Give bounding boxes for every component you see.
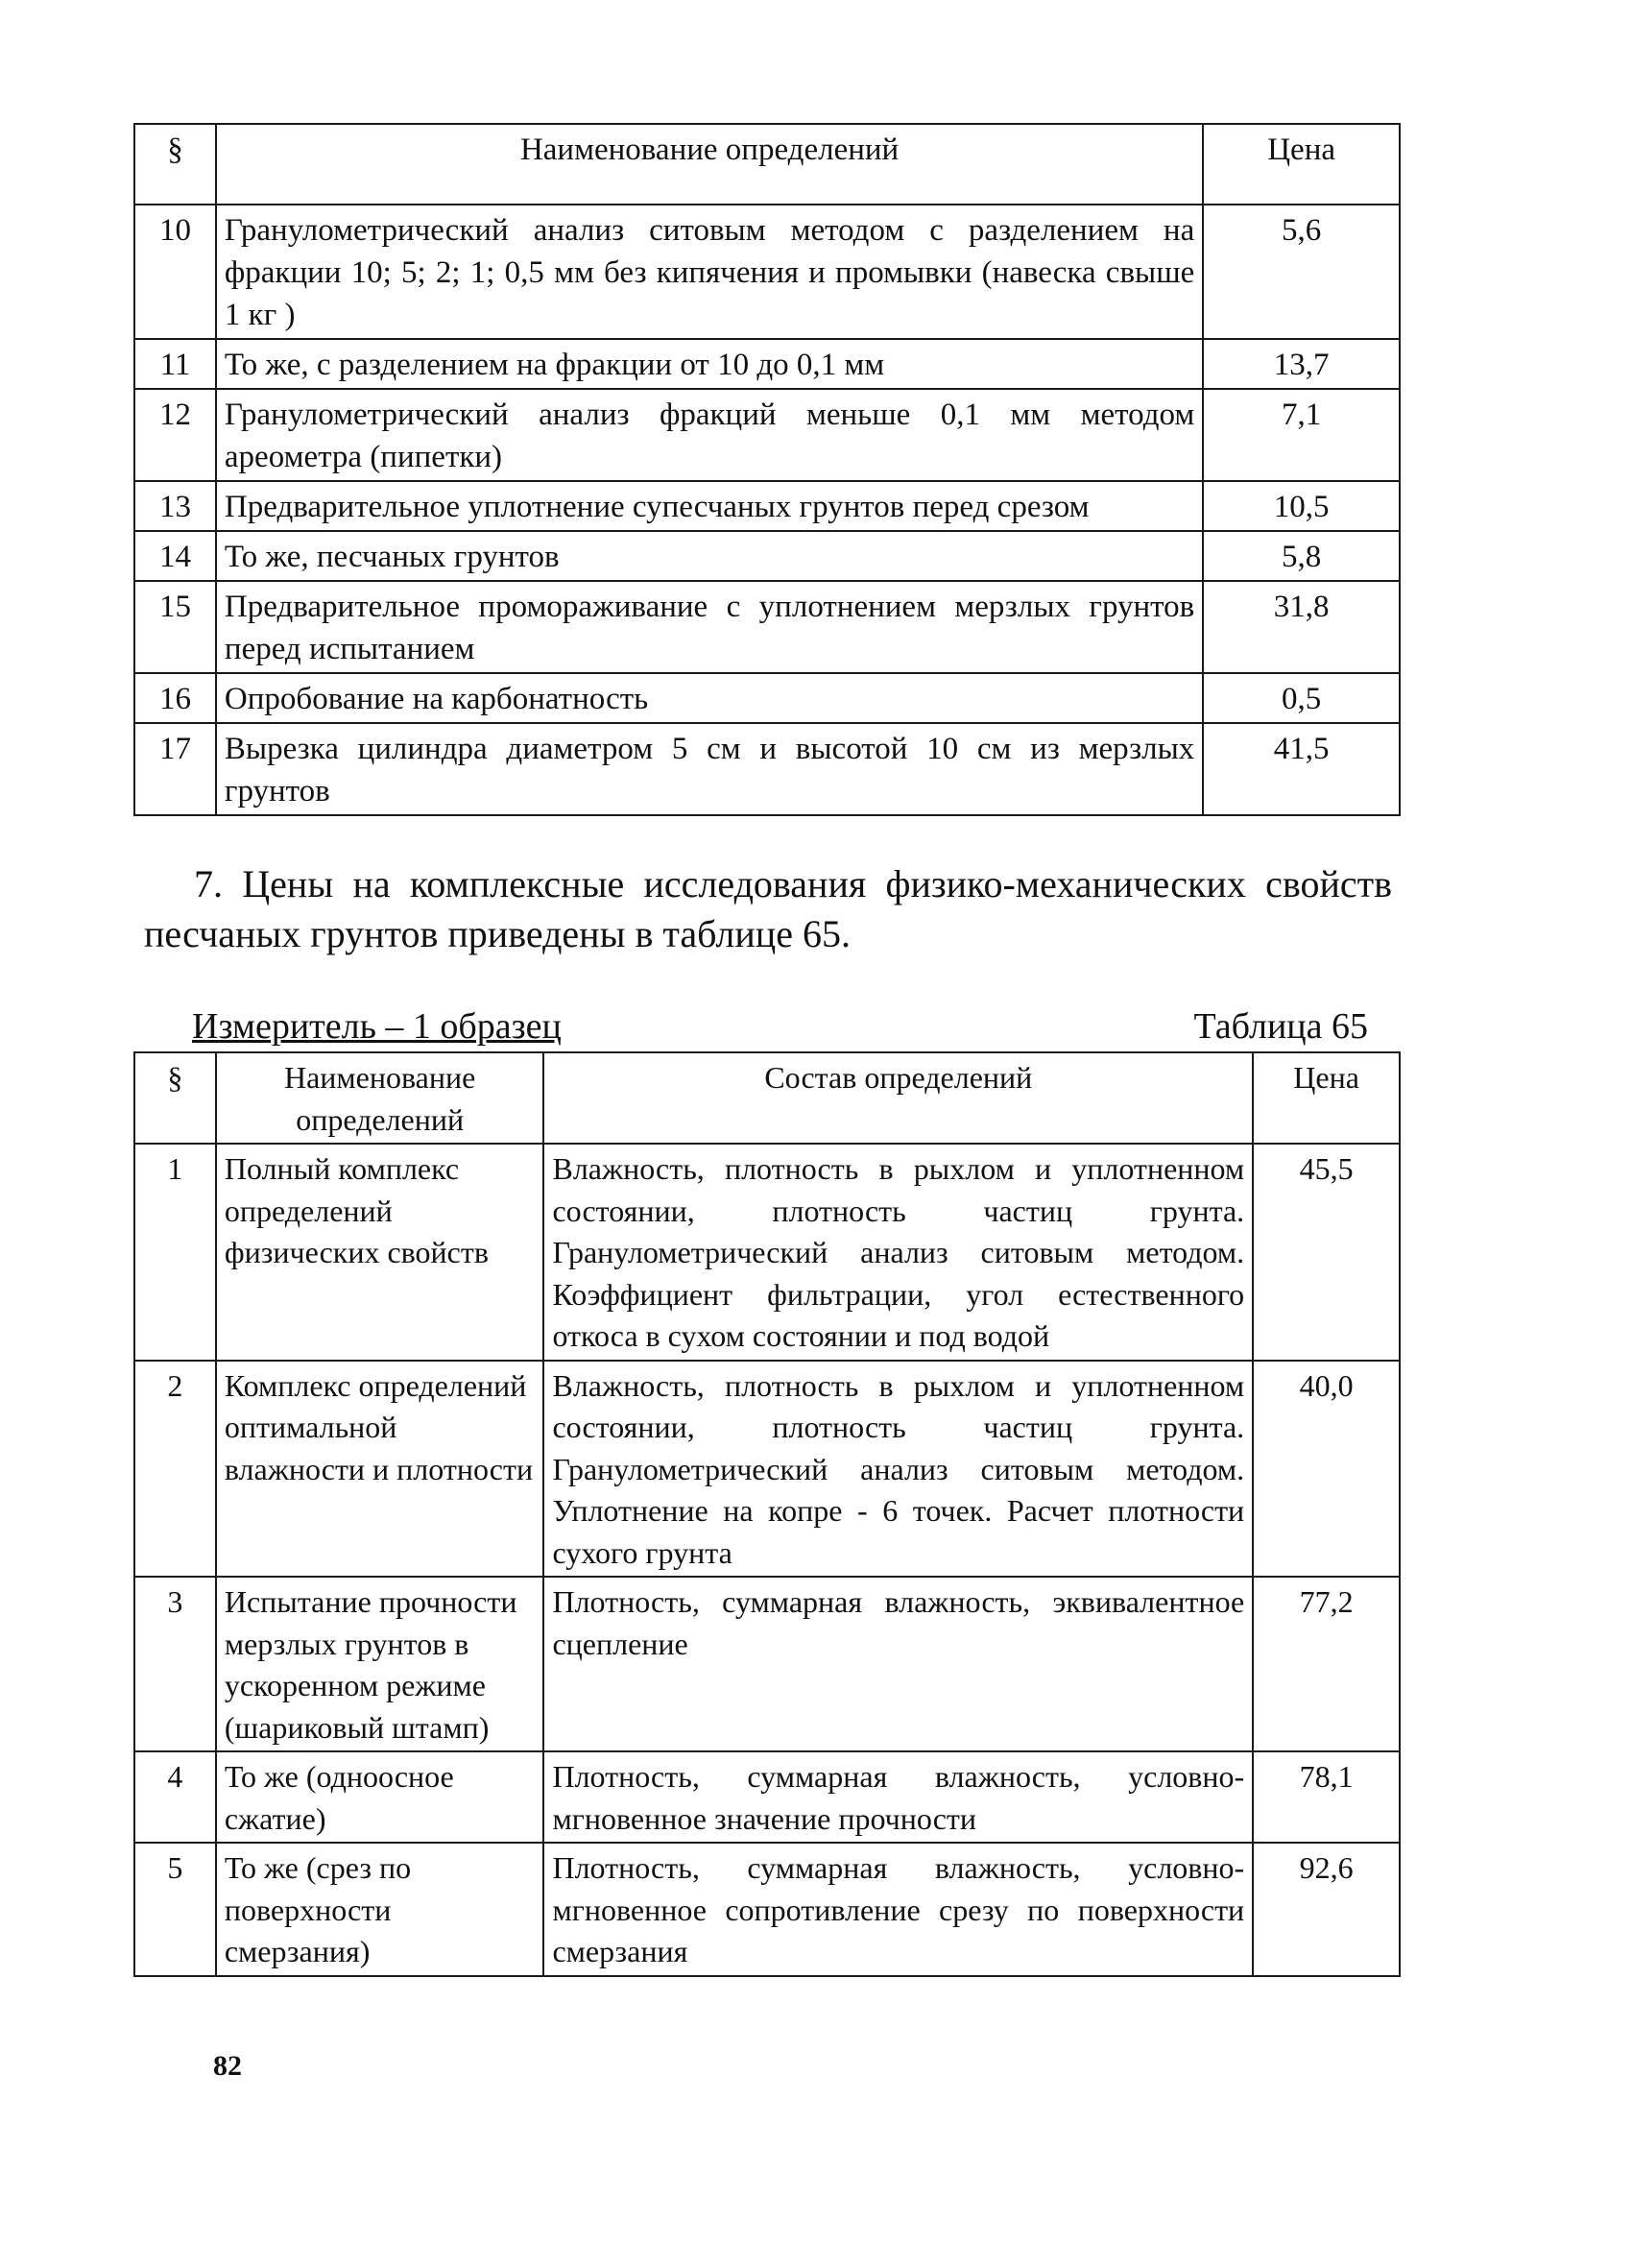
row-name: Предварительное уплотнение супесчаных грунтов перед срезом: [216, 481, 1203, 531]
row-number: 4: [134, 1751, 216, 1843]
header-composition: Состав определений: [543, 1052, 1253, 1144]
row-name: То же (срез по поверхности смерзания): [216, 1843, 544, 1976]
table-row: [134, 1843, 1400, 1976]
row-name: Гранулометрический анализ фракций меньше 0,1 мм методом ареометра (пипетки): [216, 389, 1203, 481]
row-name: Комплекс определений оптимальной влажности и плотности: [216, 1361, 544, 1578]
paragraph-text: 7. Цены на комплексные исследования физико-механических свойств песчаных грунтов приведены в таблице 65.: [144, 862, 1392, 955]
row-name: Вырезка цилиндра диаметром 5 см и высотой 10 см из мерзлых грунтов: [216, 723, 1203, 815]
header-section: §: [134, 124, 216, 205]
row-composition: Влажность, плотность в рыхлом и уплотненном состоянии, плотность частиц грунта. Гранулометрический анализ ситовым методом. Уплотнение на копре - 6 точек. Расчет плотности сухого грунта: [543, 1361, 1253, 1578]
row-name: Гранулометрический анализ ситовым методом с разделением на фракции 10; 5; 2; 1; 0,5 мм без кипячения и промывки (навеска свыше 1 кг ): [216, 205, 1203, 339]
measure-unit-label: Измеритель – 1 образец: [192, 1006, 562, 1047]
table-row: [134, 1577, 1400, 1751]
table-row: [134, 339, 1400, 389]
table-row: [134, 481, 1400, 531]
table-row: [134, 723, 1400, 815]
header-name: Наименование определений: [216, 1052, 544, 1144]
row-name: То же, с разделением на фракции от 10 до 0,1 мм: [216, 339, 1203, 389]
row-number: 2: [134, 1361, 216, 1578]
row-name: Опробование на карбонатность: [216, 673, 1203, 723]
row-price: 5,6: [1203, 205, 1400, 339]
row-number: 1: [134, 1144, 216, 1361]
row-composition: Плотность, суммарная влажность, эквивалентное сцепление: [543, 1577, 1253, 1751]
header-price: Цена: [1203, 124, 1400, 205]
row-price: 13,7: [1203, 339, 1400, 389]
row-price: 41,5: [1203, 723, 1400, 815]
table-row: [134, 205, 1400, 339]
row-price: 77,2: [1253, 1577, 1400, 1751]
row-number: 10: [134, 205, 216, 339]
table-header-row: [134, 124, 1400, 205]
row-number: 11: [134, 339, 216, 389]
section-paragraph: [144, 859, 1392, 959]
table-row: [134, 1751, 1400, 1843]
row-number: 14: [134, 531, 216, 581]
table-row: [134, 581, 1400, 673]
row-price: 78,1: [1253, 1751, 1400, 1843]
table-row: [134, 531, 1400, 581]
table-row: [134, 673, 1400, 723]
row-number: 13: [134, 481, 216, 531]
table-header-row: [134, 1052, 1400, 1144]
row-price: 10,5: [1203, 481, 1400, 531]
row-price: 92,6: [1253, 1843, 1400, 1976]
row-price: 0,5: [1203, 673, 1400, 723]
row-composition: Плотность, суммарная влажность, условно-мгновенное значение прочности: [543, 1751, 1253, 1843]
row-number: 17: [134, 723, 216, 815]
table-65: [133, 1051, 1401, 1977]
row-name: Испытание прочности мерзлых грунтов в ускоренном режиме (шариковый штамп): [216, 1577, 544, 1751]
row-number: 5: [134, 1843, 216, 1976]
row-composition: Плотность, суммарная влажность, условно-мгновенное сопротивление срезу по поверхности смерзания: [543, 1843, 1253, 1976]
header-price: Цена: [1253, 1052, 1400, 1144]
table-row: [134, 389, 1400, 481]
row-composition: Влажность, плотность в рыхлом и уплотненном состоянии, плотность частиц грунта. Гранулометрический анализ ситовым методом. Коэффициент фильтрации, угол естественного откоса в сухом состоянии и под водой: [543, 1144, 1253, 1361]
row-number: 3: [134, 1577, 216, 1751]
row-price: 45,5: [1253, 1144, 1400, 1361]
table-number-label: Таблица 65: [1193, 1006, 1368, 1047]
row-name: Полный комплекс определений физических свойств: [216, 1144, 544, 1361]
table-row: [134, 1361, 1400, 1578]
row-price: 7,1: [1203, 389, 1400, 481]
table-row: [134, 1144, 1400, 1361]
row-price: 31,8: [1203, 581, 1400, 673]
row-number: 16: [134, 673, 216, 723]
row-name: То же (одноосное сжатие): [216, 1751, 544, 1843]
header-name: Наименование определений: [216, 124, 1203, 205]
row-number: 12: [134, 389, 216, 481]
prices-table-continued: [133, 123, 1401, 816]
header-section: §: [134, 1052, 216, 1144]
row-number: 15: [134, 581, 216, 673]
page-number: 82: [213, 2050, 242, 2082]
row-name: Предварительное промораживание с уплотнением мерзлых грунтов перед испытанием: [216, 581, 1203, 673]
row-price: 5,8: [1203, 531, 1400, 581]
row-name: То же, песчаных грунтов: [216, 531, 1203, 581]
row-price: 40,0: [1253, 1361, 1400, 1578]
